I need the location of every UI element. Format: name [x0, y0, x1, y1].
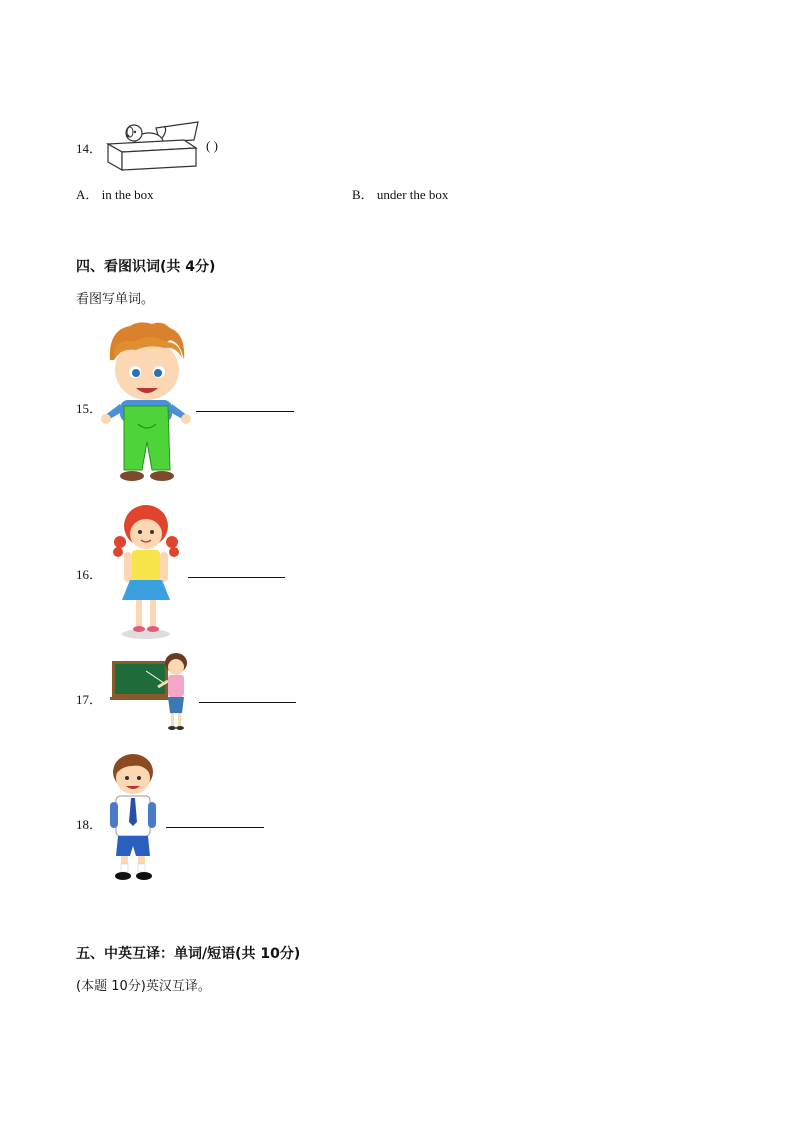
option-b-text: under the box [376, 187, 449, 202]
option-a-letter: A． [76, 187, 99, 202]
answer-blank-17[interactable] [199, 702, 296, 703]
section-4-title: 四、看图识词(共 4分) [76, 259, 216, 275]
section-5-instruction: (本题 10分)英汉互译。 [76, 979, 211, 994]
question-16-number: 16． [76, 567, 103, 582]
schoolboy-image [104, 752, 162, 884]
question-14-number: 14． [76, 141, 103, 156]
section-5-title: 五、中英互译：单词/短语(共 10分) [76, 946, 301, 962]
teacher-blackboard-image [110, 653, 194, 733]
boy-overalls-image [100, 320, 192, 488]
answer-paren: ( ) [206, 138, 218, 153]
question-17-number: 17． [76, 692, 103, 707]
option-a-text: in the box [101, 187, 154, 202]
answer-blank-18[interactable] [166, 827, 264, 828]
section-4-instruction: 看图写单词。 [76, 292, 155, 307]
option-a[interactable] [76, 184, 154, 203]
question-18-number: 18． [76, 817, 103, 832]
option-b[interactable] [352, 184, 448, 203]
answer-blank-16[interactable] [188, 577, 285, 578]
question-15-number: 15． [76, 401, 103, 416]
answer-blank-15[interactable] [196, 411, 294, 412]
girl-image [110, 502, 180, 642]
dog-in-box-image [104, 118, 200, 172]
option-b-letter: B． [352, 187, 374, 202]
